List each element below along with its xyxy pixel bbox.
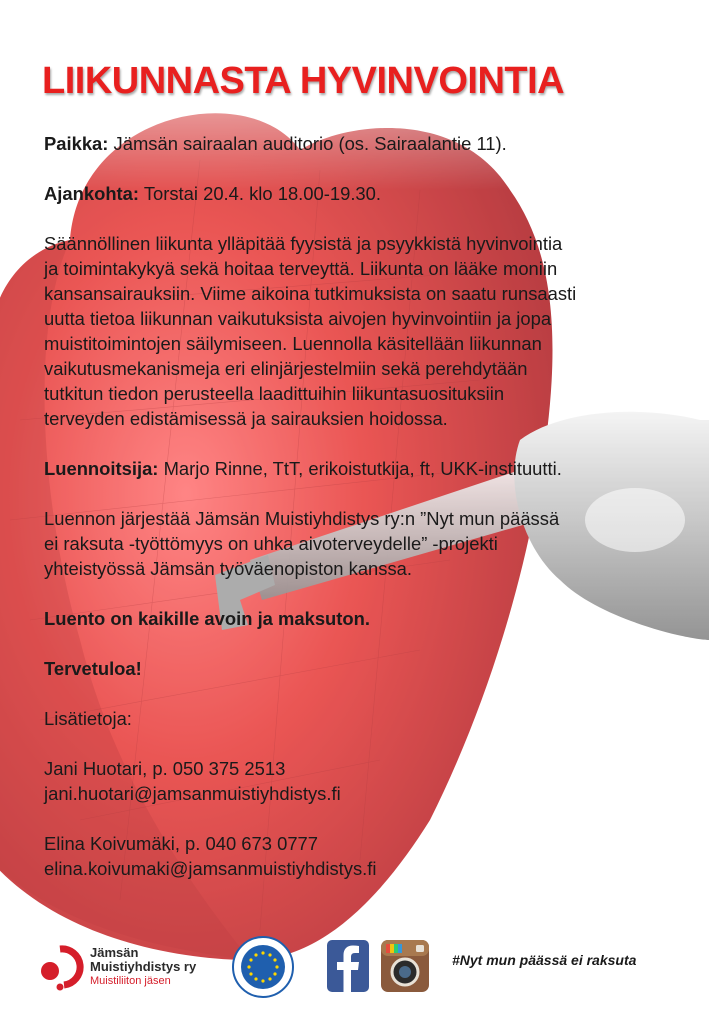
organizer-line: Luennon järjestää Jämsän Muistiyhdistys ry:n ”Nyt mun päässä <box>44 508 560 529</box>
place-line <box>44 131 666 156</box>
muistiyhdistys-logo <box>38 941 208 997</box>
contact-email[interactable]: jani.huotari@jamsanmuistiyhdistys.fi <box>44 783 341 804</box>
poster-content <box>44 131 666 881</box>
lecturer-line <box>44 456 666 481</box>
description-line: ja toimintakykyä sekä hoitaa terveyttä. Liikunta on lääke moniin <box>44 258 558 279</box>
description-line: Säännöllinen liikunta ylläpitää fyysistä ja psyykkistä hyvinvointia <box>44 233 563 254</box>
poster-title: LIIKUNNASTA HYVINVOINTIA <box>42 60 565 102</box>
org-logo-line2: Muistiyhdistys ry <box>90 959 197 974</box>
time-label: Ajankohta: <box>44 183 140 204</box>
time-line <box>44 181 666 206</box>
hashtag-text: #Nyt mun päässä ei raksuta <box>452 952 637 968</box>
org-logo-line3: Muistiliiton jäsen <box>90 975 171 987</box>
footer-logos <box>0 930 709 1010</box>
contact-name-phone: Jani Huotari, p. 050 375 2513 <box>44 758 286 779</box>
muistiyhdistys-mark-icon <box>38 943 84 993</box>
description-line: tutkitun tiedon perusteella laadittuihin liikuntasuosituksiin <box>44 383 505 404</box>
welcome-text: Tervetuloa! <box>44 658 142 679</box>
contact-email[interactable]: elina.koivumaki@jamsanmuistiyhdistys.fi <box>44 858 377 879</box>
free-note: Luento on kaikille avoin ja maksuton. <box>44 608 370 629</box>
description-paragraph <box>44 231 666 431</box>
more-info-label: Lisätietoja: <box>44 708 132 729</box>
lecturer-value: Marjo Rinne, TtT, erikoistutkija, ft, UKK-instituutti. <box>163 458 562 479</box>
contact-block <box>44 831 666 881</box>
description-line: uutta tietoa liikunnan vaikutuksista aivojen hyvinvointiin ja jopa <box>44 308 552 329</box>
description-line: terveyden edistämisessä ja sairauksien hoidossa. <box>44 408 448 429</box>
org-logo-line1: Jämsän <box>90 945 139 960</box>
instagram-icon[interactable] <box>381 940 429 992</box>
description-line: vaikutusmekanismeja eri elinjärjestelmiin sekä perehdytään <box>44 358 528 379</box>
facebook-icon[interactable] <box>327 940 369 992</box>
organizer-paragraph <box>44 506 666 581</box>
time-value: Torstai 20.4. klo 18.00-19.30. <box>143 183 381 204</box>
organizer-line: yhteistyössä Jämsän työväenopiston kanssa. <box>44 558 413 579</box>
organizer-line: ei raksuta -työttömyys on uhka aivoterveydelle” -projekti <box>44 533 498 554</box>
description-line: muistitoimintojen säilymiseen. Luennolla käsitellään liikunnan <box>44 333 542 354</box>
place-value: Jämsän sairaalan auditorio (os. Sairaalantie 11). <box>113 133 507 154</box>
contact-block <box>44 756 666 806</box>
description-line: kansansairauksiin. Viime aikoina tutkimuksista on saatu runsaasti <box>44 283 577 304</box>
place-label: Paikka: <box>44 133 109 154</box>
lecturer-label: Luennoitsija: <box>44 458 159 479</box>
contact-name-phone: Elina Koivumäki, p. 040 673 0777 <box>44 833 319 854</box>
eu-fund-logo-icon <box>232 936 294 998</box>
